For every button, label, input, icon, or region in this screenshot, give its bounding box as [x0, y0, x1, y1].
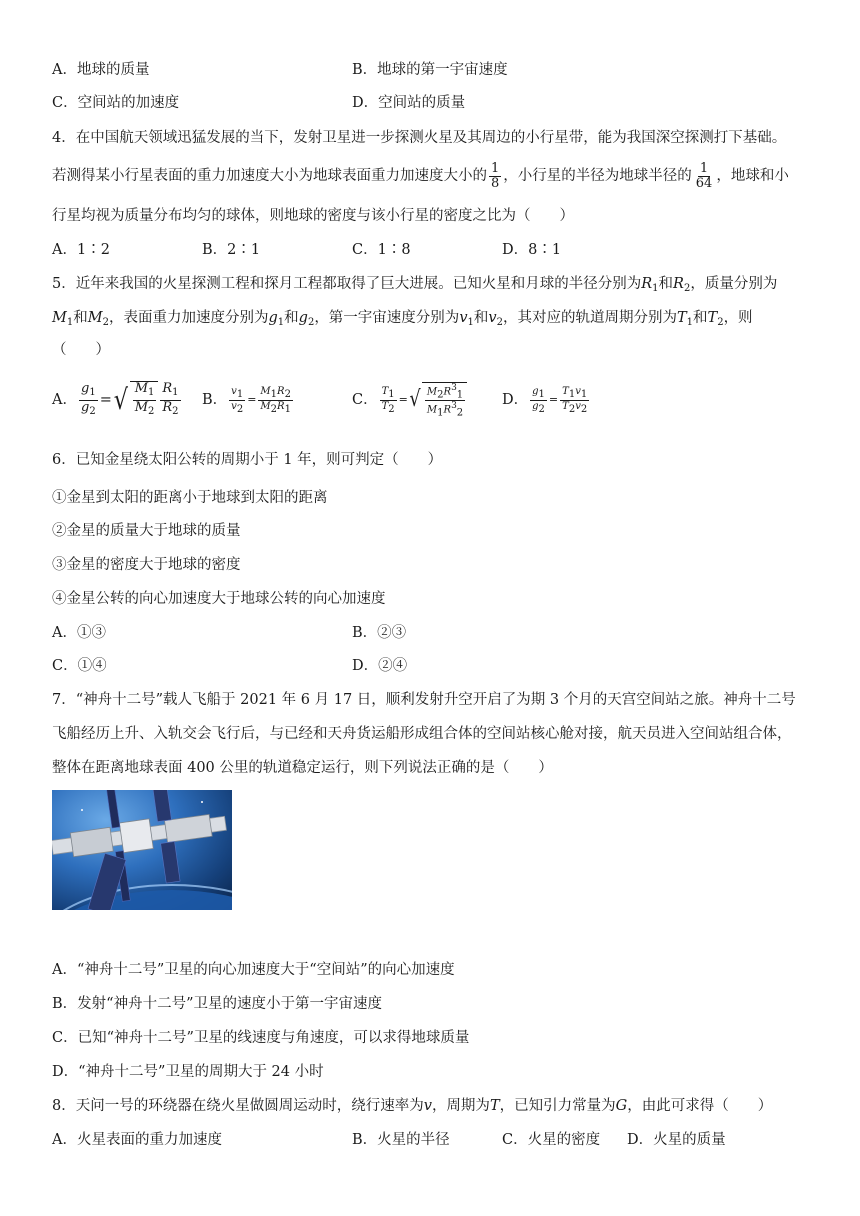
q5-text: ，则 — [723, 310, 753, 326]
q4-option-d: D．8∶1 — [502, 242, 562, 258]
q5-sub: 2 — [307, 317, 315, 328]
q4-fraction-gravity — [489, 162, 501, 191]
q5-var: v — [459, 310, 468, 326]
q8-var: T — [489, 1098, 500, 1114]
sub: 2 — [580, 403, 588, 415]
var: T — [381, 385, 389, 397]
var: M — [260, 385, 271, 397]
fraction — [258, 386, 293, 415]
var: g — [80, 399, 90, 415]
q5-text: 和 — [73, 310, 88, 326]
fraction — [530, 386, 547, 415]
equals: = — [548, 393, 559, 406]
sub: 1 — [270, 388, 278, 400]
exp: 3 — [451, 382, 457, 393]
q6-statement-3: ③金星的密度大于地球的密度 — [52, 557, 241, 573]
var: M — [426, 386, 438, 397]
q8-text: ，周期为 — [431, 1098, 490, 1114]
q5-var: M — [87, 310, 103, 326]
q6-statement-1: ①金星到太阳的距离小于地球到太阳的距离 — [52, 490, 328, 506]
q4-frac2-num: 1 — [699, 160, 709, 176]
sqrt — [408, 382, 467, 419]
q3-option-c: C．空间站的加速度 — [52, 95, 180, 111]
q6-option-b: B．②③ — [352, 625, 407, 641]
var: T — [562, 400, 569, 412]
var: M — [134, 400, 148, 415]
frac-den — [133, 401, 157, 419]
q5-option-label: D． — [502, 392, 529, 408]
var: g — [80, 380, 90, 396]
q4-text: ，地球和小 — [716, 168, 789, 184]
q8-option-a: A．火星表面的重力加速度 — [52, 1132, 222, 1148]
q5-formula-c — [378, 382, 468, 419]
sub: 1 — [568, 388, 576, 400]
fraction — [133, 382, 157, 419]
var: R — [443, 386, 452, 397]
sub: 2 — [236, 403, 244, 415]
frac-num — [160, 382, 180, 401]
var: v — [575, 385, 581, 397]
fraction — [229, 386, 245, 415]
q5-option-label: C． — [352, 392, 378, 408]
q8-text: ，已知引力常量为 — [499, 1098, 616, 1114]
sub: 1 — [456, 389, 464, 400]
fraction — [79, 382, 98, 419]
q7-stem-line2: 飞船经历上升、入轨交会飞行后，与已经和天舟货运船形成组合体的空间站核心舱对接，航天员进入空间站组合体， — [52, 726, 792, 742]
fraction — [560, 386, 589, 415]
q4-option-a: A．1∶2 — [52, 242, 110, 258]
q4-fraction-radius — [694, 162, 715, 191]
q8-stem — [52, 1096, 772, 1116]
frac-den — [560, 401, 589, 415]
sub: 2 — [437, 389, 444, 400]
q8-var: G — [615, 1098, 628, 1114]
q5-formula-a — [77, 381, 183, 419]
q6-statement-4: ④金星公转的向心加速度大于地球公转的向心加速度 — [52, 591, 386, 607]
fraction — [425, 383, 465, 419]
q7-stem-line3: 整体在距离地球表面 400 公里的轨道稳定运行，则下列说法正确的是（ ） — [52, 760, 553, 776]
q5-var: T — [676, 310, 687, 326]
sub: 1 — [148, 387, 155, 398]
q7-option-a: A．“神舟十二号”卫星的向心加速度大于“空间站”的向心加速度 — [52, 962, 455, 978]
q3-option-a: A．地球的质量 — [52, 62, 150, 78]
var: v — [575, 400, 581, 412]
q5-option-label: B． — [202, 392, 228, 408]
q6-option-a: A．①③ — [52, 625, 106, 641]
q8-option-c: C．火星的密度 — [502, 1132, 601, 1148]
sub: 2 — [456, 407, 464, 419]
q5-sub: 2 — [683, 283, 691, 294]
q6-stem: 6．已知金星绕太阳公转的周期小于 1 年，则可判定（ ） — [52, 452, 443, 468]
frac-num — [133, 382, 157, 401]
sub: 1 — [89, 386, 96, 398]
var: g — [532, 400, 539, 412]
sub: 2 — [284, 388, 291, 400]
q5-option-d — [502, 378, 591, 422]
q5-option-c — [352, 378, 467, 422]
q7-option-b: B．发射“神舟十二号”卫星的速度小于第一宇宙速度 — [52, 996, 382, 1012]
q8-option-b: B．火星的半径 — [352, 1132, 450, 1148]
q4-frac1-num: 1 — [491, 160, 500, 176]
frac-num — [380, 386, 397, 401]
q5-option-a — [52, 378, 183, 422]
frac-den — [258, 401, 293, 415]
sub: 1 — [580, 388, 588, 400]
q5-var: g — [268, 310, 278, 326]
frac-den — [380, 401, 397, 415]
sub: 1 — [284, 403, 291, 415]
q4-stem-line2 — [52, 158, 789, 194]
frac-den — [79, 401, 98, 419]
var: R — [443, 404, 452, 416]
frac-num — [560, 386, 589, 401]
frac-num — [530, 386, 547, 401]
sub: 1 — [388, 388, 395, 400]
sub: 2 — [270, 403, 278, 415]
q4-text: 若测得某小行星表面的重力加速度大小为地球表面重力加速度大小的 — [52, 168, 487, 184]
sub: 2 — [538, 403, 545, 415]
frac-den — [425, 401, 465, 418]
q3-option-d: D．空间站的质量 — [352, 95, 466, 111]
q4-stem-line3: 行星均视为质量分布均匀的球体，则地球的密度与该小行星的密度之比为（ ） — [52, 208, 574, 224]
equals: = — [398, 393, 408, 406]
q5-formula-d — [528, 386, 591, 415]
space-station-illustration — [52, 790, 232, 910]
q5-var: R — [641, 276, 653, 292]
q5-text: ，表面重力加速度分别为 — [108, 310, 269, 326]
q5-sub: 2 — [496, 317, 503, 328]
space-station-image — [52, 790, 232, 910]
q5-text: 和 — [693, 310, 708, 326]
var: M — [426, 404, 438, 416]
q4-frac1-den: 8 — [491, 175, 500, 191]
sub: 1 — [172, 386, 179, 398]
q7-option-c: C．已知“神舟十二号”卫星的线速度与角速度，可以求得地球质量 — [52, 1030, 470, 1046]
frac-num — [258, 386, 293, 401]
q5-text: ，第一宇宙速度分别为 — [314, 310, 460, 326]
var: R — [277, 400, 285, 412]
radicand — [422, 382, 467, 419]
q8-text: ，由此可求得（ ） — [627, 1098, 773, 1114]
equals: = — [247, 393, 257, 406]
q5-sub: 1 — [467, 317, 474, 328]
q5-stem-line2 — [52, 308, 753, 333]
radical-sign: √ — [409, 387, 421, 412]
frac-den — [229, 401, 245, 415]
q5-text: 和 — [473, 310, 489, 326]
var: R — [162, 399, 173, 415]
q4-text: ，小行星的半径为地球半径的 — [503, 168, 692, 184]
q6-option-d: D．②④ — [352, 658, 408, 674]
sub: 1 — [437, 407, 444, 419]
q6-option-c: C．①④ — [52, 658, 107, 674]
var: R — [277, 385, 285, 397]
var: v — [231, 400, 237, 412]
q5-text: 5．近年来我国的火星探测工程和探月工程都取得了巨大进展。已知火星和月球的半径分别为 — [52, 276, 642, 292]
var: M — [260, 400, 271, 412]
q5-sub: 1 — [686, 317, 694, 328]
q5-var: g — [298, 310, 308, 326]
q5-text: 和 — [658, 276, 674, 292]
q5-stem-line1 — [52, 274, 777, 299]
q5-text: 和 — [284, 310, 299, 326]
q7-option-d: D．“神舟十二号”卫星的周期大于 24 小时 — [52, 1064, 324, 1080]
q5-text: ，质量分别为 — [690, 276, 778, 292]
fraction — [380, 386, 397, 415]
q4-frac2-den: 64 — [695, 175, 713, 191]
q5-option-label: A． — [52, 392, 77, 408]
equals: = — [99, 392, 112, 408]
q5-sub: 1 — [66, 317, 74, 328]
q8-var: v — [423, 1098, 432, 1114]
sub: 2 — [148, 406, 155, 417]
q4-option-b: B．2∶1 — [202, 242, 261, 258]
sub: 2 — [89, 405, 96, 417]
q5-option-b — [202, 378, 295, 422]
q5-var: R — [673, 276, 684, 292]
var: M — [134, 381, 148, 396]
q4-option-c: C．1∶8 — [352, 242, 411, 258]
sub: 1 — [538, 388, 545, 400]
q7-stem-line1: 7．“神舟十二号”载人飞船于 2021 年 6 月 17 日，顺利发射升空开启了为期 3 个月的天宫空间站之旅。神舟十二号 — [52, 692, 796, 708]
frac-num — [79, 382, 98, 401]
var: T — [381, 400, 389, 412]
q5-sub: 2 — [102, 317, 109, 328]
frac-den — [160, 401, 180, 419]
var: T — [562, 385, 569, 397]
q8-option-d: D．火星的质量 — [627, 1132, 726, 1148]
fraction — [160, 382, 180, 419]
q5-sub: 2 — [717, 317, 724, 328]
q3-option-b: B．地球的第一宇宙速度 — [352, 62, 508, 78]
sub: 2 — [172, 405, 179, 417]
q5-sub: 1 — [652, 283, 659, 294]
q5-var: T — [707, 310, 718, 326]
q6-statement-2: ②金星的质量大于地球的质量 — [52, 523, 241, 539]
var: v — [231, 385, 237, 397]
q5-text: ，其对应的轨道周期分别为 — [502, 310, 677, 326]
sub: 2 — [568, 403, 576, 415]
radicand — [130, 381, 159, 419]
q5-stem-line3: （ ） — [52, 342, 110, 358]
q5-formula-b — [227, 386, 295, 415]
sub: 2 — [388, 403, 395, 415]
sqrt — [112, 381, 159, 419]
q5-sub: 1 — [277, 317, 285, 328]
frac-num — [229, 386, 245, 401]
radical-sign: √ — [113, 383, 128, 416]
var: R — [162, 380, 173, 396]
q5-var: v — [488, 310, 497, 326]
q5-var: M — [52, 310, 67, 326]
sub: 1 — [236, 388, 244, 400]
var: g — [532, 385, 539, 397]
q4-stem-line1: 4．在中国航天领域迅猛发展的当下，发射卫星进一步探测火星及其周边的小行星带，能为我国深空探测打下基础。 — [52, 130, 787, 146]
q8-text: 8．天问一号的环绕器在绕火星做圆周运动时，绕行速率为 — [52, 1098, 424, 1114]
frac-den — [530, 401, 547, 415]
frac-num — [425, 383, 465, 401]
exp: 3 — [451, 401, 457, 411]
